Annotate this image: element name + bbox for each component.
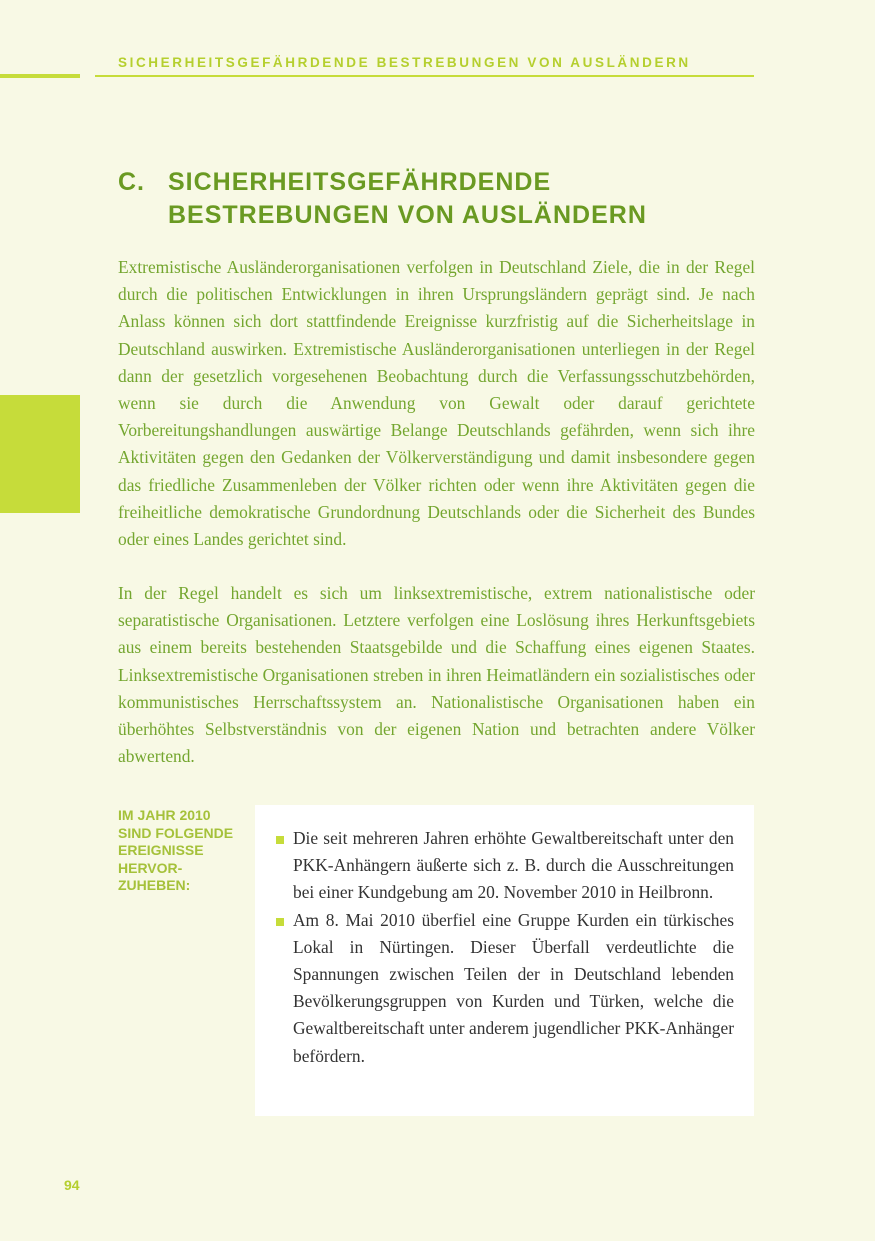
page-number: 94 (64, 1177, 80, 1193)
event-item (293, 825, 734, 907)
square-bullet-icon (276, 918, 284, 926)
header-left-rule (0, 74, 80, 78)
sidebar-label: IM JAHR 2010 SIND FOLGENDE EREIGNISSE HERVOR- ZUHEBEN: (118, 807, 234, 893)
body-paragraph: Extremistische Ausländerorganisationen verfolgen in Deutschland Ziele, die in der Regel durch die politischen Entwicklungen in ihren Ursprungsländern geprägt sind. Je nach Anlass können sich dort stattfindende Ereignisse kurzfristig auf die Sicherheitslage in Deutschland auswirken. Extremistische Ausländerorganisationen unterliegen in der Regel dann der gesetzlich vorgesehenen Beobachtung durch die Verfassungsschutzbehörden, wenn sie durch die Anwendung von Gewalt oder darauf gerichtete Vorbereitungshandlungen auswärtige Belange Deutschlands gefährden, wenn sich ihre Aktivitäten gegen den Gedanken der Völkerverständigung und damit insbesondere gegen das friedliche Zusammenleben der Völker richten oder wenn ihre Aktivitäten gegen die freiheitliche demokratische Grundordnung Deutschlands oder die Sicherheit des Bundes oder eines Landes gerichtet sind. (118, 257, 755, 550)
chapter-number: C. (118, 168, 145, 196)
events-box (255, 805, 754, 1116)
event-item (293, 907, 734, 1070)
header-rule (95, 75, 754, 77)
chapter-title (118, 166, 768, 232)
event-text: Die seit mehreren Jahren erhöhte Gewaltbereitschaft unter den PKK-Anhängern äußerte sich z. B. durch die Ausschreitungen bei einer Kundgebung am 20. November 2010 in Heilbronn. (293, 828, 734, 903)
chapter-tab-marker (0, 395, 80, 513)
square-bullet-icon (276, 836, 284, 844)
events-list (255, 805, 754, 1070)
event-text: Am 8. Mai 2010 überfiel eine Gruppe Kurden ein türkisches Lokal in Nürtingen. Dieser Überfall verdeutlichte die Spannungen zwischen Teilen der in Deutschland lebenden Bevölkerungsgruppen von Kurden und Türken, welche die Gewaltbereitschaft unter anderem jugendlicher PKK-Anhänger befördern. (293, 909, 734, 1066)
body-paragraph: In der Regel handelt es sich um linksextremistische, extrem nationalistische oder separatistische Organisationen. Letztere verfolgen eine Loslösung ihres Herkunftsgebiets aus einem bereits bestehenden Staatsgebilde und die Schaffung eines eigenen Staates. Linksextremistische Organisationen streben in ihren Heimatländern ein sozialistisches oder kommunistisches Herrschaftssystem an. Nationalistische Organisationen haben ein überhöhtes Selbstverständnis von der eigenen Nation und betrachten andere Völker abwertend. (118, 583, 755, 767)
running-header: SICHERHEITSGEFÄHRDENDE BESTREBUNGEN VON AUSLÄNDERN (118, 55, 691, 70)
chapter-title-text: SICHERHEITSGEFÄHRDENDE BESTREBUNGEN VON AUSLÄNDERN (168, 168, 647, 229)
